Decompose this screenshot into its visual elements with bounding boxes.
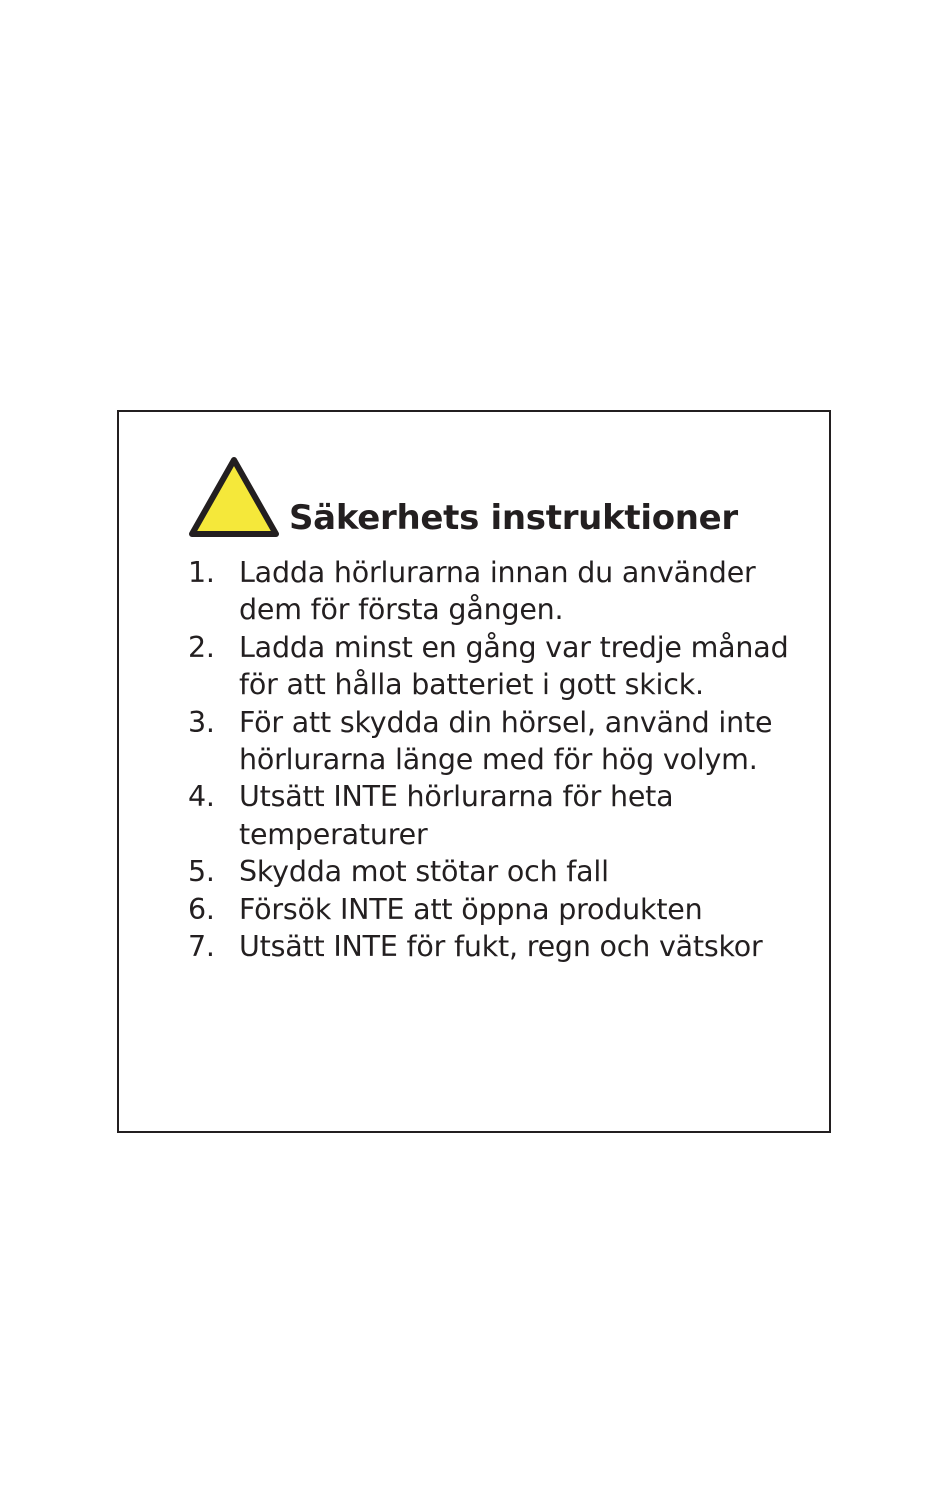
item-text: Skydda mot stötar och fall <box>239 855 609 889</box>
item-number: 7. <box>188 930 215 964</box>
list-item <box>188 554 808 629</box>
warning-triangle-icon <box>188 456 280 538</box>
item-text: Utsätt INTE hörlurarna för heta temperaturer <box>239 780 674 851</box>
notice-title: Säkerhets instruktioner <box>289 498 738 538</box>
item-text: För att skydda din hörsel, använd inte hörlurarna länge med för hög volym. <box>239 705 773 777</box>
item-number: 6. <box>188 892 215 926</box>
item-text: Ladda minst en gång var tredje månad för att hålla batteriet i gott skick. <box>239 630 789 702</box>
list-item <box>188 928 808 965</box>
list-item <box>188 629 808 704</box>
list-item <box>188 704 808 779</box>
item-number: 2. <box>188 630 215 664</box>
item-number: 5. <box>188 855 215 889</box>
item-text: Ladda hörlurarna innan du använder dem för första gången. <box>239 556 756 627</box>
instruction-list <box>188 554 808 965</box>
item-number: 1. <box>188 556 215 589</box>
safety-notice-box <box>117 410 831 1133</box>
item-number: 3. <box>188 705 215 739</box>
item-text: Försök INTE att öppna produkten <box>239 892 703 926</box>
list-item <box>188 891 808 928</box>
list-item <box>188 778 808 853</box>
list-item <box>188 853 808 890</box>
item-number: 4. <box>188 780 215 814</box>
item-text: Utsätt INTE för fukt, regn och vätskor <box>239 930 763 964</box>
